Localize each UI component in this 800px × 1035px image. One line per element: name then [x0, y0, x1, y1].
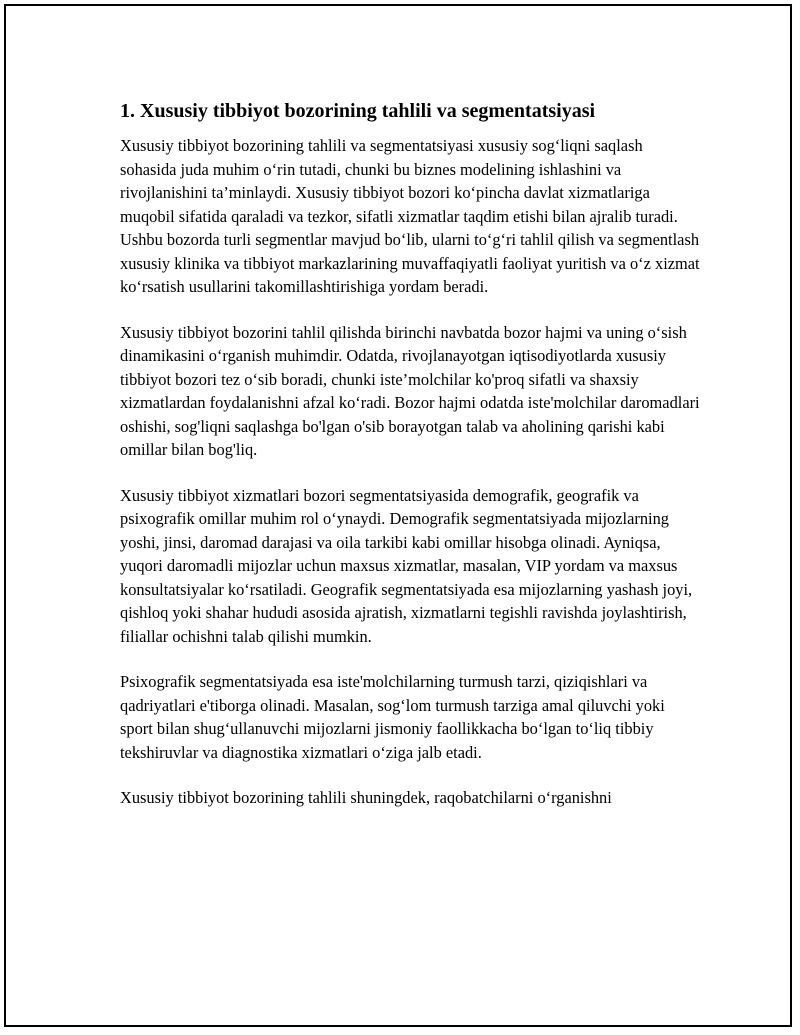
- paragraph-competitors: Xususiy tibbiyot bozorining tahlili shuningdek, raqobatchilarni o‘rganishni: [120, 788, 612, 807]
- document-body: [120, 98, 700, 832]
- paragraph-intro: Xususiy tibbiyot bozorining tahlili va segmentatsiyasi xususiy sog‘liqni saqlash sohasida juda muhim o‘rin tutadi, chunki bu biznes modelining ishlashini va rivojlanishini ta’minlaydi. Xususiy tibbiyot bozori ko‘pincha davlat xizmatlariga muqobil sifatida qaraladi va tezkor, sifatli xizmatlar taqdim etishi bilan ajralib turadi. Ushbu bozorda turli segmentlar mavjud bo‘lib, ularni to‘g‘ri tahlil qilish va segmentlash xususiy klinika va tibbiyot markazlarining muvaffaqiyatli faoliyat yuritish va o‘z xizmat ko‘rsatish usullarini takomillashtirishiga yordam beradi.: [120, 136, 700, 296]
- paragraph-market-size: Xususiy tibbiyot bozorini tahlil qilishda birinchi navbatda bozor hajmi va uning o‘sish dinamikasini o‘rganish muhimdir. Odatda, rivojlanayotgan iqtisodiyotlarda xususiy tibbiyot bozori tez o‘sib boradi, chunki iste’molchilar ko'proq sifatli va shaxsiy xizmatlardan foydalanishni afzal ko‘radi. Bozor hajmi odatda iste'molchilar daromadlari oshishi, sog'liqni saqlashga bo'lgan o'sib borayotgan talab va aholining qarishi kabi omillar bilan bog'liq.: [120, 322, 700, 459]
- paragraph-psychographic: Psixografik segmentatsiyada esa iste'molchilarning turmush tarzi, qiziqishlari va qadriyatlari e'tiborga olinadi. Masalan, sog‘lom turmush tarziga amal qiluvchi yoki sport bilan shug‘ullanuvchi mijozlarni jismoniy faollikkacha bo‘lgan to‘liq tibbiy tekshiruvlar va diagnostika xizmatlari o‘ziga jalb etadi.: [120, 672, 665, 762]
- paragraph-segmentation: Xususiy tibbiyot xizmatlari bozori segmentatsiyasida demografik, geografik va psixografik omillar muhim rol o‘ynaydi. Demografik segmentatsiyada mijozlarning yoshi, jinsi, daromad darajasi va oila tarkibi kabi omillar hisobga olinadi. Ayniqsa, yuqori daromadli mijozlar uchun maxsus xizmatlar, masalan, VIP yordam va maxsus konsultatsiyalar ko‘rsatiladi. Geografik segmentatsiyada esa mijozlarning yashash joyi, qishloq yoki shahar hududi asosida ajratish, xizmatlarni tegishli ravishda joylashtirish, filiallar ochishni talab qilishi mumkin.: [120, 485, 693, 646]
- page-frame: [4, 4, 792, 1027]
- section-heading: 1. Xususiy tibbiyot bozorining tahlili va segmentatsiyasi: [120, 100, 596, 122]
